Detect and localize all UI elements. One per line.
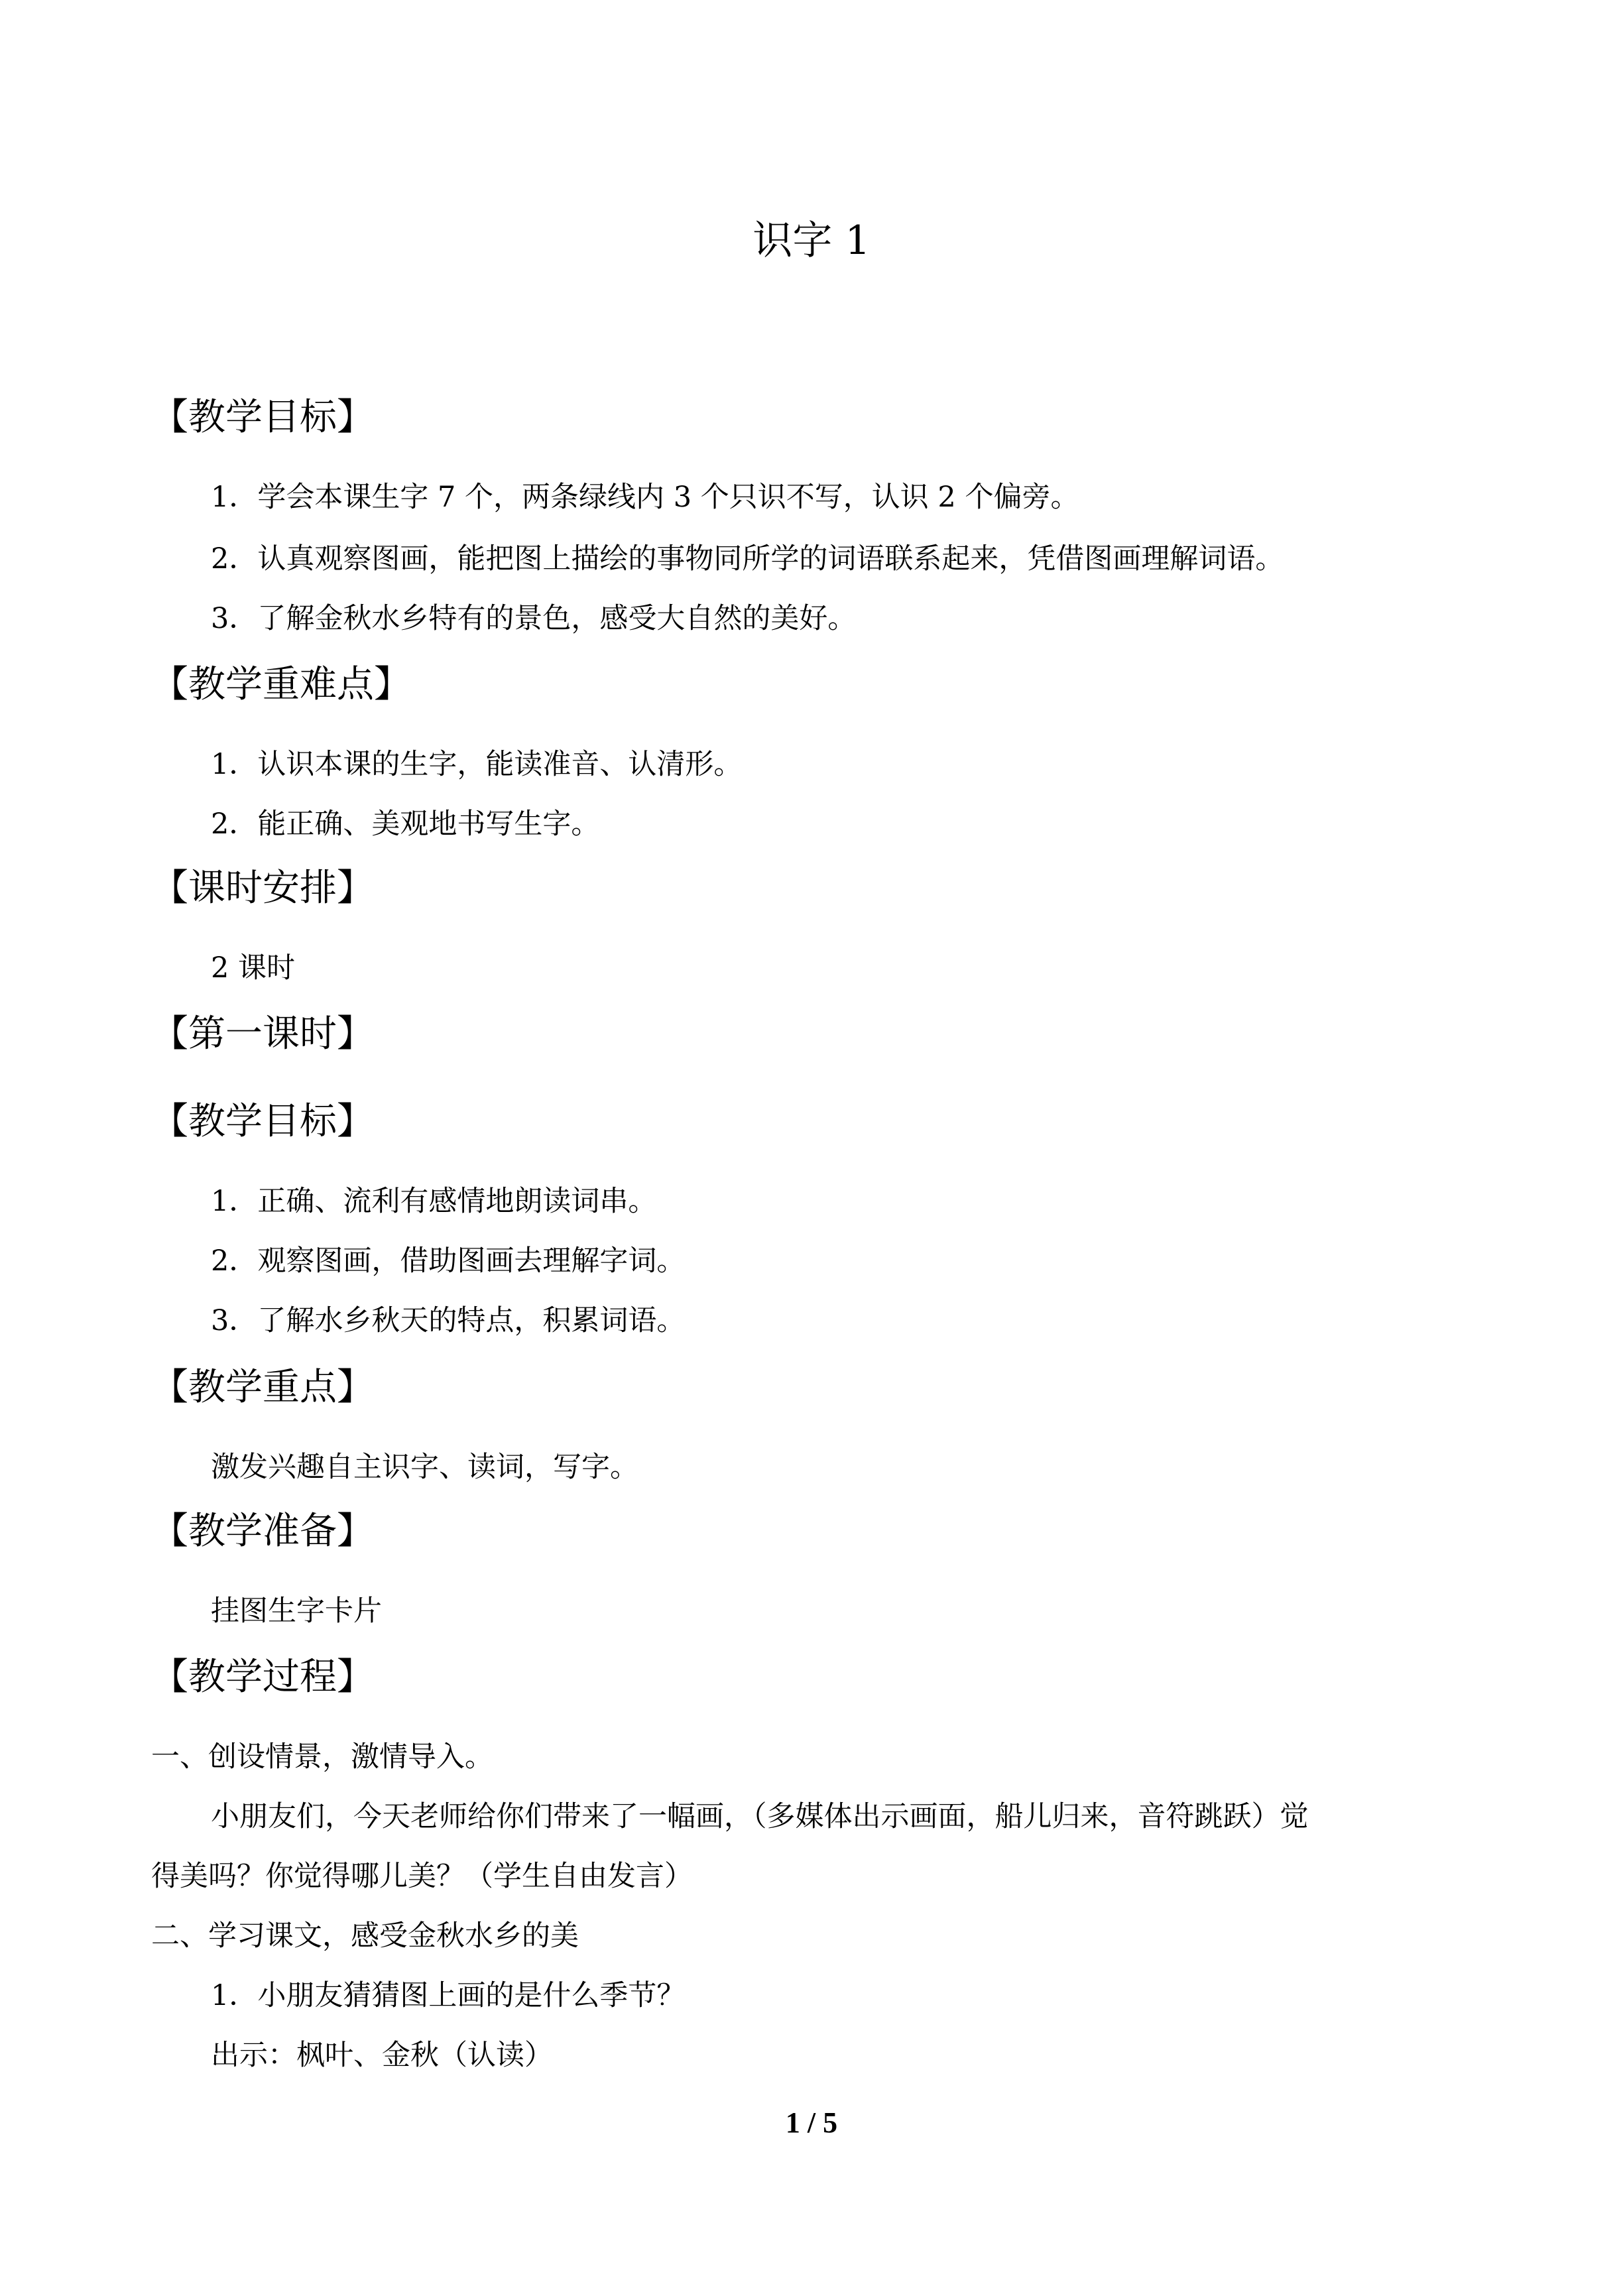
heading-schedule: 【课时安排】: [151, 867, 374, 910]
goal-item-3: 3．了解金秋水乡特有的景色，感受大自然的美好。: [211, 602, 857, 635]
process-step-2-title: 二、学习课文，感受金秋水乡的美: [151, 1919, 579, 1953]
heading-preparation: 【教学准备】: [151, 1510, 374, 1553]
heading-key-difficult: 【教学重难点】: [151, 663, 411, 706]
heading-first-lesson: 【第一课时】: [151, 1012, 374, 1056]
heading-key-points: 【教学重点】: [151, 1366, 374, 1409]
heading-teaching-goals-2: 【教学目标】: [151, 1100, 374, 1143]
preparation-text: 挂图生字卡片: [211, 1595, 382, 1628]
goal2-item-3: 3．了解水乡秋天的特点，积累词语。: [211, 1304, 686, 1337]
key-points-text: 激发兴趣自主识字、读词，写字。: [211, 1451, 638, 1484]
heading-teaching-goals: 【教学目标】: [151, 396, 374, 439]
process-step-2-item-1: 1．小朋友猜猜图上画的是什么季节？: [211, 1979, 686, 2012]
process-step-2-item-2: 出示：枫叶、金秋（认读）: [211, 2039, 553, 2072]
goal2-item-1: 1．正确、流利有感情地朗读词串。: [211, 1185, 657, 1218]
process-step-1-line-1: 小朋友们，今天老师给你们带来了一幅画，（多媒体出示画面，船儿归来，音符跳跃）觉: [211, 1800, 1309, 1833]
goal2-item-2: 2．观察图画，借助图画去理解字词。: [211, 1244, 686, 1278]
page-number: 1 / 5: [785, 2106, 838, 2139]
goal-item-2: 2．认真观察图画，能把图上描绘的事物同所学的词语联系起来，凭借图画理解词语。: [211, 542, 1284, 575]
goal-item-1: 1．学会本课生字 7 个，两条绿线内 3 个只识不写，认识 2 个偏旁。: [211, 481, 1079, 514]
page-title: 识字 1: [752, 217, 871, 264]
process-step-1-title: 一、创设情景，激情导入。: [151, 1740, 493, 1774]
key-difficult-item-1: 1．认识本课的生字，能读准音、认清形。: [211, 748, 743, 781]
schedule-text: 2 课时: [211, 951, 296, 985]
key-difficult-item-2: 2．能正确、美观地书写生字。: [211, 808, 600, 841]
heading-process: 【教学过程】: [151, 1656, 374, 1699]
process-step-1-line-2: 得美吗？你觉得哪儿美？（学生自由发言）: [151, 1860, 693, 1893]
